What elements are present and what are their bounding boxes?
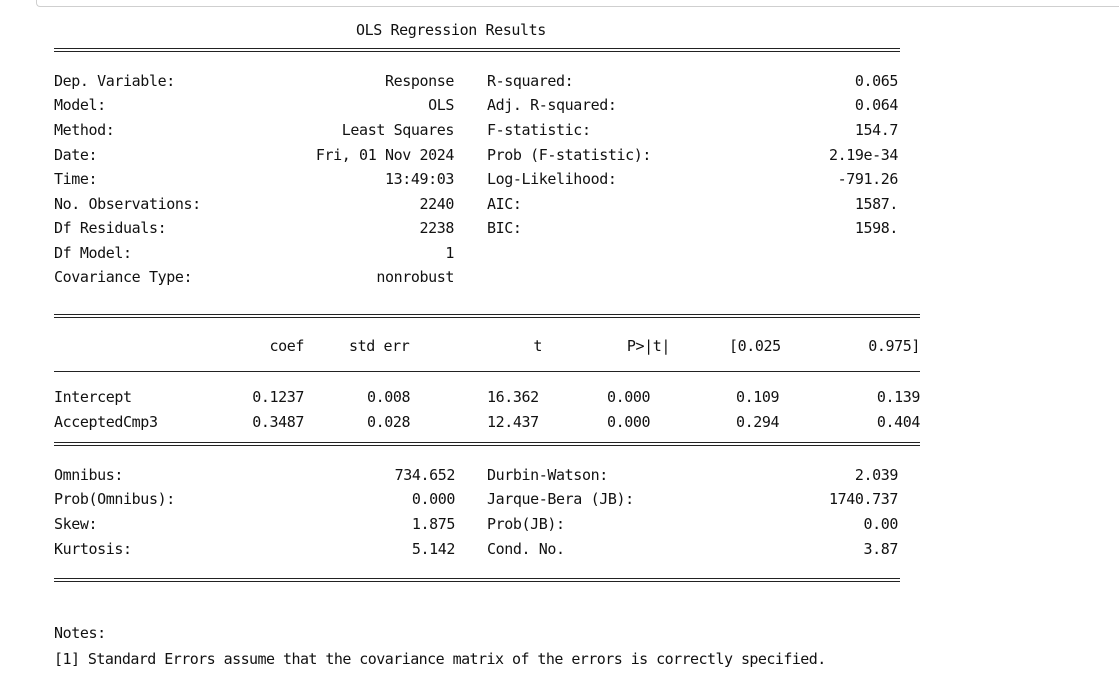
diagnostics-left-label: Kurtosis: [54, 540, 132, 558]
coef-cell: 0.028 [367, 413, 411, 431]
summary-right-value: 154.7 [854, 121, 898, 139]
diagnostics-left-value: 734.652 [394, 466, 455, 484]
rule-bottom [54, 578, 900, 582]
notes-item: [1] Standard Errors assume that the covariance matrix of the errors is correctly specified. [54, 650, 826, 668]
coef-cell: 0.404 [876, 413, 920, 431]
summary-right-label: AIC: [487, 195, 522, 213]
results-title: OLS Regression Results [356, 21, 546, 39]
diagnostics-right-label: Cond. No. [487, 540, 565, 558]
diagnostics-left-label: Prob(Omnibus): [54, 490, 175, 508]
summary-right-label: Prob (F-statistic): [487, 146, 651, 164]
diagnostics-right-value: 1740.737 [828, 490, 898, 508]
coef-cell: 16.362 [487, 388, 539, 406]
summary-left-value: Response [384, 72, 454, 90]
summary-right-value: 1598. [854, 219, 898, 237]
summary-left-label: Method: [54, 121, 115, 139]
rule-top [54, 48, 900, 52]
summary-right-label: R-squared: [487, 72, 574, 90]
diagnostics-right-value: 3.87 [863, 540, 898, 558]
summary-left-label: Dep. Variable: [54, 72, 175, 90]
summary-right-value: 0.065 [854, 72, 898, 90]
output-cell-frame [36, 0, 1119, 7]
summary-right-value: 2.19e-34 [828, 146, 898, 164]
coef-cell: 0.3487 [252, 413, 304, 431]
coef-cell: 0.1237 [252, 388, 304, 406]
coef-header-cell: [0.025 [729, 337, 781, 355]
summary-right-label: Log-Likelihood: [487, 170, 617, 188]
diagnostics-left-value: 1.875 [411, 515, 455, 533]
diagnostics-left-label: Omnibus: [54, 466, 124, 484]
diagnostics-right-label: Jarque-Bera (JB): [487, 490, 634, 508]
summary-left-label: Covariance Type: [54, 268, 193, 286]
diagnostics-right-label: Prob(JB): [487, 515, 565, 533]
diagnostics-right-value: 0.00 [863, 515, 898, 533]
coef-cell: 0.000 [607, 388, 651, 406]
rule-before-coef-header [54, 314, 920, 318]
summary-left-value: OLS [428, 96, 454, 114]
diagnostics-right-label: Durbin-Watson: [487, 466, 608, 484]
summary-right-label: F-statistic: [487, 121, 591, 139]
summary-left-label: Time: [54, 170, 98, 188]
rule-after-coef-rows [54, 442, 920, 446]
summary-left-label: Df Residuals: [54, 219, 167, 237]
summary-right-label: BIC: [487, 219, 522, 237]
coef-header-cell: 0.975] [868, 337, 920, 355]
diagnostics-left-label: Skew: [54, 515, 98, 533]
summary-right-value: 1587. [854, 195, 898, 213]
coef-cell: 0.294 [736, 413, 780, 431]
coef-header-cell: coef [269, 337, 304, 355]
summary-left-value: 13:49:03 [384, 170, 454, 188]
coef-row-name: AcceptedCmp3 [54, 413, 158, 431]
summary-left-label: Model: [54, 96, 106, 114]
summary-left-value: Least Squares [341, 121, 454, 139]
summary-left-value: nonrobust [376, 268, 454, 286]
rule-after-coef-header [54, 371, 920, 372]
coef-cell: 0.139 [876, 388, 920, 406]
diagnostics-left-value: 5.142 [411, 540, 455, 558]
coef-header-cell: std err [349, 337, 410, 355]
summary-right-label: Adj. R-squared: [487, 96, 617, 114]
coef-cell: 0.008 [367, 388, 411, 406]
notes-heading: Notes: [54, 624, 106, 642]
coef-cell: 12.437 [487, 413, 539, 431]
coef-header-cell: P>|t| [626, 337, 670, 355]
coef-row-name: Intercept [54, 388, 132, 406]
summary-left-value: Fri, 01 Nov 2024 [315, 146, 454, 164]
diagnostics-left-value: 0.000 [411, 490, 455, 508]
coef-cell: 0.000 [607, 413, 651, 431]
summary-left-value: 2238 [419, 219, 454, 237]
diagnostics-right-value: 2.039 [854, 466, 898, 484]
summary-left-label: Df Model: [54, 244, 132, 262]
summary-right-value: -791.26 [837, 170, 898, 188]
summary-left-value: 1 [445, 244, 454, 262]
coef-cell: 0.109 [736, 388, 780, 406]
summary-left-value: 2240 [419, 195, 454, 213]
coef-header-cell: t [533, 337, 542, 355]
summary-left-label: No. Observations: [54, 195, 201, 213]
summary-left-label: Date: [54, 146, 98, 164]
summary-right-value: 0.064 [854, 96, 898, 114]
